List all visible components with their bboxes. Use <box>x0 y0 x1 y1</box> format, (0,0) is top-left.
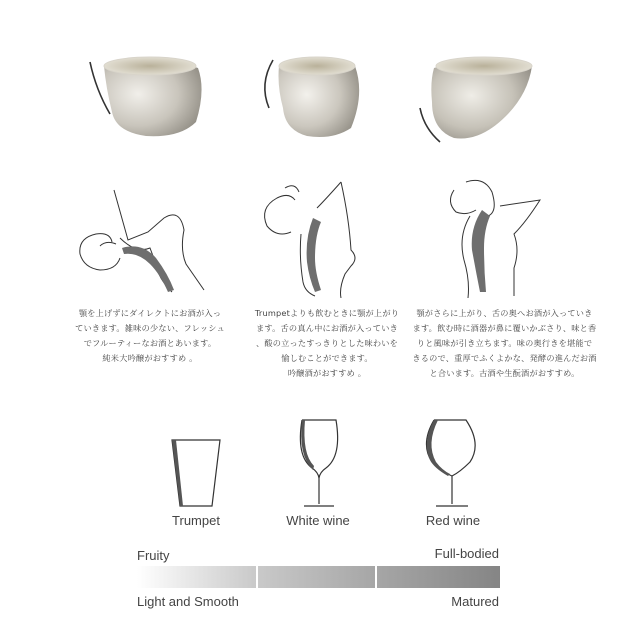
scale-label-full-bodied: Full-bodied <box>434 546 499 561</box>
scale-segment-medium <box>258 566 375 588</box>
description-red-wine <box>412 306 597 381</box>
description-line: ます。舌の真ん中にお酒が入っていき <box>256 323 398 333</box>
drinking-profile-white-wine <box>255 178 375 298</box>
tilt-arc-icon <box>265 60 273 108</box>
description-trumpet <box>60 306 240 366</box>
tongue-path <box>307 218 321 292</box>
description-line: 愉しむことができます。 <box>281 353 373 363</box>
scale-label-matured: Matured <box>451 594 499 609</box>
description-line: でフルーティーなお酒とあいます。 <box>83 338 217 348</box>
description-line: 吟醸酒がおすすめ 。 <box>287 368 367 378</box>
description-line: 純米大吟醸がおすすめ 。 <box>102 353 198 363</box>
description-line: きるので、重厚でふくよかな、発酵の進んだお酒 <box>412 353 597 363</box>
cup-photo-trumpet <box>80 50 210 140</box>
red-wine-glass-icon <box>420 414 482 512</box>
description-line: 顎を上げずにダイレクトにお酒が入っ <box>78 308 222 318</box>
drinking-profile-red-wine <box>440 176 550 300</box>
description-line: と合います。古酒や生酛酒がおすすめ。 <box>429 368 580 378</box>
drinking-profile-trumpet <box>76 178 216 298</box>
description-line: Trumpetよりも飲むときに顎が上がり <box>254 308 400 318</box>
scale-label-light-and-smooth: Light and Smooth <box>137 594 239 609</box>
description-line: りと風味が引き立ちます。味の奥行きを堪能で <box>416 338 593 348</box>
scale-label-fruity: Fruity <box>137 548 170 563</box>
description-line: 、酸の立ったすっきりとした味わいを <box>255 338 399 348</box>
scale-segment-heavy <box>377 566 500 588</box>
description-line: ます。飲む時に酒器が鼻に覆いかぶさり、味と香 <box>412 323 597 333</box>
scale-segment-light <box>137 566 256 588</box>
tongue-path <box>472 210 490 292</box>
description-line: 顎がさらに上がり、舌の奥へお酒が入っていき <box>416 308 593 318</box>
white-wine-glass-icon <box>294 416 344 512</box>
description-line: ていきます。雑味の少ない、フレッシュ <box>75 323 225 333</box>
glass-label-red-wine: Red wine <box>425 513 481 528</box>
glass-label-white-wine: White wine <box>286 513 350 528</box>
cup-photo-red-wine <box>410 50 540 150</box>
tongue-path <box>122 246 174 292</box>
trumpet-glass-icon <box>168 436 224 510</box>
cup-photo-white-wine <box>255 50 385 140</box>
glass-label-trumpet: Trumpet <box>172 513 220 528</box>
description-white-wine <box>242 306 412 381</box>
